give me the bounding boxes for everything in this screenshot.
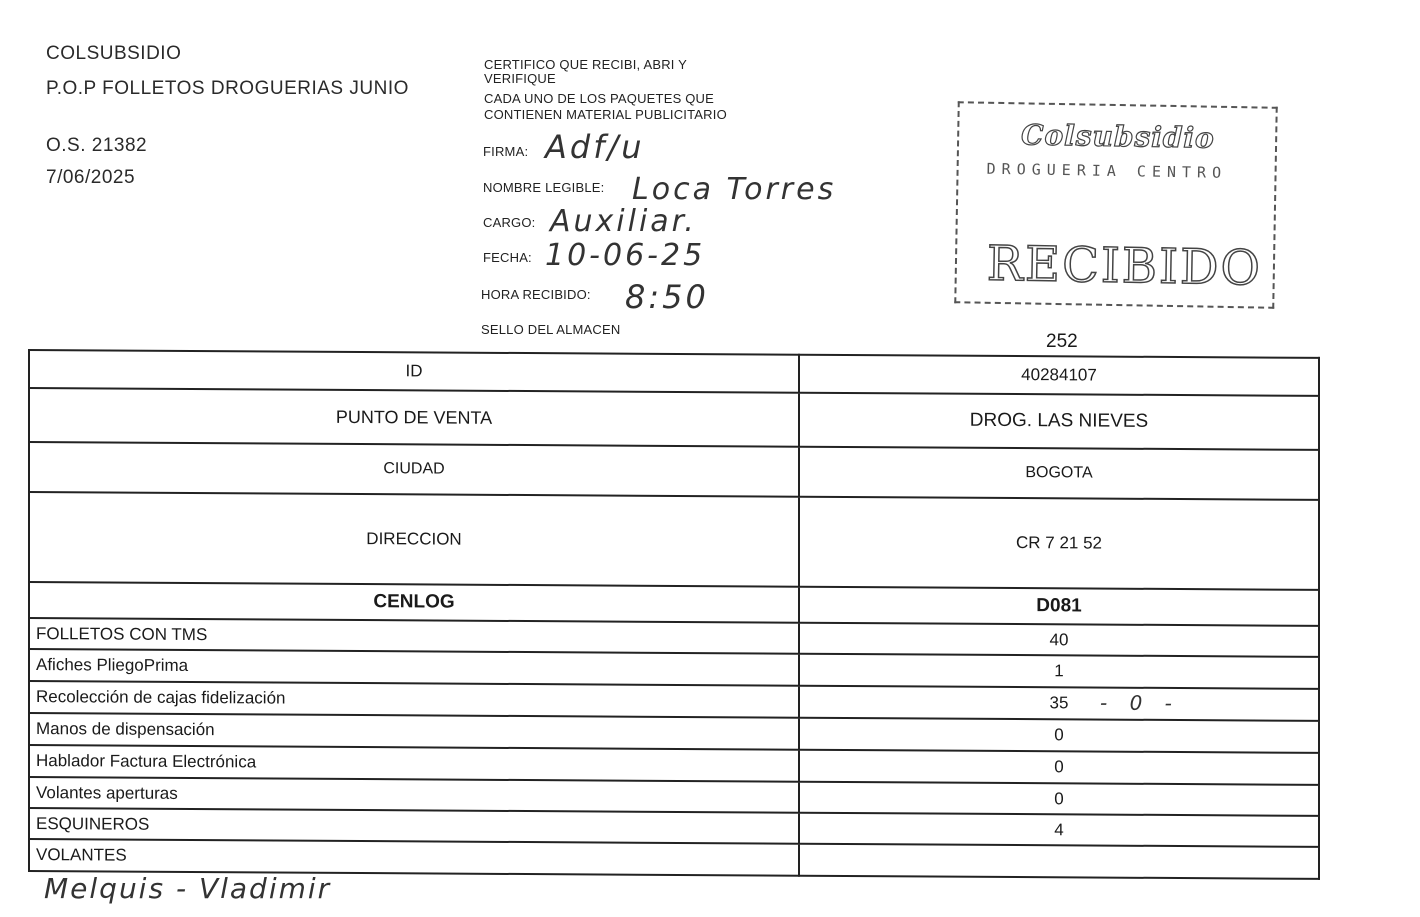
table-row [29,492,1319,590]
item-value: 1 [799,654,1319,689]
row-value: 40284107 [799,355,1319,396]
item-label: ESQUINEROS [29,808,799,844]
row-label: ID [29,350,799,393]
item-value: 0 [799,782,1319,816]
item-value: 4 [799,813,1319,847]
cargo-value: Auxiliar. [550,204,697,239]
stamp-store: DROGUERIA CENTRO [986,159,1228,182]
certificate-text [484,57,784,123]
nombre-label: NOMBRE LEGIBLE: [483,180,605,195]
item-value: 0 [799,718,1319,753]
item-label: Manos de dispensación [29,713,799,750]
item-label: Afiches PliegoPrima [29,649,799,686]
row-value: D081 [799,587,1319,626]
fecha-label: FECHA: [483,250,532,265]
campaign-title: P.O.P FOLLETOS DROGUERIAS JUNIO [46,78,409,99]
certificate-line: CADA UNO DE LOS PAQUETES QUE [484,91,715,106]
item-value [799,844,1319,879]
item-label: Recolección de cajas fidelización [29,681,799,718]
certificate-line: CONTIENEN MATERIAL PUBLICITARIO [484,107,727,122]
hora-value: 8:50 [625,278,709,316]
item-label: Volantes aperturas [29,777,799,813]
stamp-status: RECIBIDO [986,235,1263,297]
row-label: PUNTO DE VENTA [29,388,799,447]
row-label: DIRECCION [29,492,799,587]
nombre-value: Loca Torres [632,172,837,207]
delivery-table [28,349,1320,880]
table-row [29,442,1319,500]
company-name: COLSUBSIDIO [46,43,182,64]
item-value-cell [799,686,1319,721]
handwritten-mark: - 0 - [1100,690,1180,716]
received-stamp [954,101,1277,309]
row-label: CENLOG [29,582,799,623]
page-number: 252 [1046,331,1078,352]
hora-label: HORA RECIBIDO: [481,287,591,302]
item-label: FOLLETOS CON TMS [29,618,799,654]
item-value: 0 [799,750,1319,785]
row-value: BOGOTA [799,447,1319,500]
firma-label: FIRMA: [483,144,529,159]
signature: Adf/u [545,128,645,166]
stamp-logo: Colsubsidio [1020,118,1216,155]
row-label: CIUDAD [29,442,799,497]
table-row [29,388,1319,450]
fecha-value: 10-06-25 [545,238,706,273]
item-label: VOLANTES [29,839,799,876]
order-number: O.S. 21382 [46,135,148,156]
item-value: 35 [1049,693,1069,713]
sello-label: SELLO DEL ALMACEN [481,322,621,337]
row-value: DROG. LAS NIEVES [799,393,1319,450]
footer-handwriting: Melquis - Vladimir [44,872,332,905]
row-value: CR 7 21 52 [799,497,1319,590]
certificate-line: CERTIFICO QUE RECIBI, ABRI Y [484,57,688,72]
cargo-label: CARGO: [483,215,536,230]
document-date: 7/06/2025 [46,167,136,188]
certificate-line: VERIFIQUE [484,71,556,86]
item-value: 40 [799,623,1319,657]
item-label: Hablador Factura Electrónica [29,745,799,782]
